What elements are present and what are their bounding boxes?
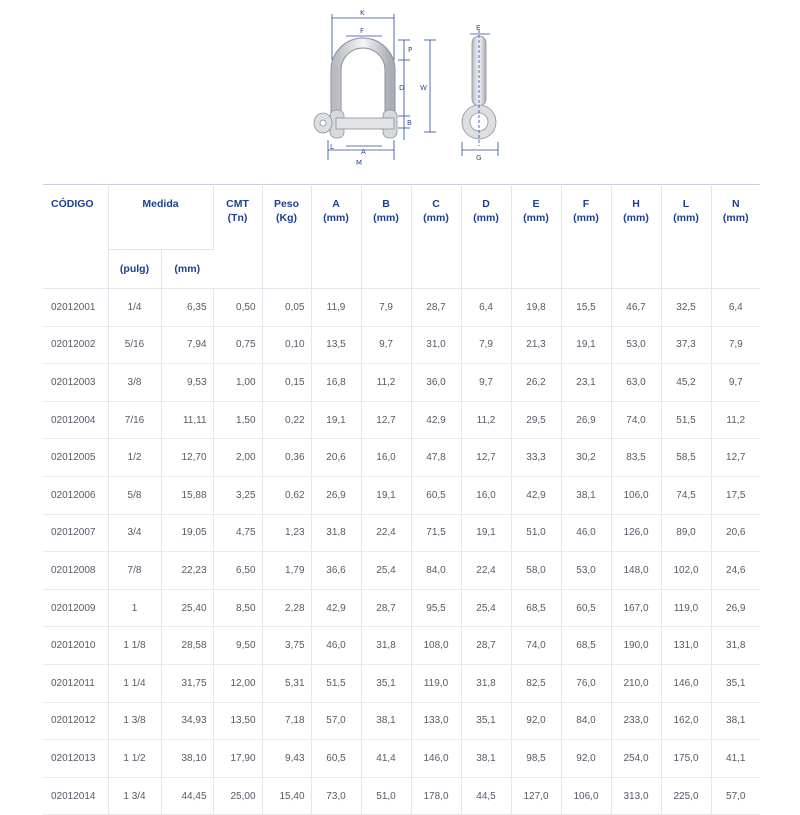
header-pulg: (pulg) bbox=[108, 250, 161, 289]
cell-F: 60,5 bbox=[561, 589, 611, 627]
cell-D: 25,4 bbox=[461, 589, 511, 627]
cell-C: 31,0 bbox=[411, 326, 461, 364]
table-row bbox=[43, 740, 760, 778]
cell-D: 11,2 bbox=[461, 401, 511, 439]
cell-D: 12,7 bbox=[461, 439, 511, 477]
cell-C: 60,5 bbox=[411, 476, 461, 514]
cell-B: 12,7 bbox=[361, 401, 411, 439]
cell-F: 53,0 bbox=[561, 552, 611, 590]
cell-B: 11,2 bbox=[361, 364, 411, 402]
label-E: E bbox=[476, 24, 481, 32]
cell-C: 146,0 bbox=[411, 740, 461, 778]
cell-peso: 15,40 bbox=[262, 777, 311, 815]
shackle-diagram bbox=[0, 0, 800, 180]
cell-B: 41,4 bbox=[361, 740, 411, 778]
cell-N: 11,2 bbox=[711, 401, 760, 439]
cell-F: 30,2 bbox=[561, 439, 611, 477]
cell-codigo: 02012005 bbox=[43, 439, 108, 477]
header-C: C (mm) bbox=[411, 185, 461, 289]
cell-H: 63,0 bbox=[611, 364, 661, 402]
front-labels bbox=[330, 9, 427, 167]
cell-A: 19,1 bbox=[311, 401, 361, 439]
cell-N: 38,1 bbox=[711, 702, 760, 740]
cell-B: 38,1 bbox=[361, 702, 411, 740]
cell-B: 22,4 bbox=[361, 514, 411, 552]
cell-A: 13,5 bbox=[311, 326, 361, 364]
cell-pulg: 1 1/2 bbox=[108, 740, 161, 778]
cell-L: 102,0 bbox=[661, 552, 711, 590]
cell-cmt: 12,00 bbox=[213, 664, 262, 702]
cell-peso: 9,43 bbox=[262, 740, 311, 778]
cell-E: 127,0 bbox=[511, 777, 561, 815]
label-B: B bbox=[407, 119, 412, 127]
cell-cmt: 13,50 bbox=[213, 702, 262, 740]
cell-C: 95,5 bbox=[411, 589, 461, 627]
cell-E: 33,3 bbox=[511, 439, 561, 477]
front-view bbox=[314, 14, 436, 160]
header-B: B (mm) bbox=[361, 185, 411, 289]
cell-L: 175,0 bbox=[661, 740, 711, 778]
cell-L: 146,0 bbox=[661, 664, 711, 702]
cell-H: 254,0 bbox=[611, 740, 661, 778]
cell-E: 29,5 bbox=[511, 401, 561, 439]
cell-B: 7,9 bbox=[361, 289, 411, 327]
header-mm: (mm) bbox=[161, 250, 213, 289]
cell-N: 57,0 bbox=[711, 777, 760, 815]
cell-pulg: 1 3/8 bbox=[108, 702, 161, 740]
cell-A: 31,8 bbox=[311, 514, 361, 552]
cell-codigo: 02012013 bbox=[43, 740, 108, 778]
table-row bbox=[43, 664, 760, 702]
table-row bbox=[43, 627, 760, 665]
cell-A: 16,8 bbox=[311, 364, 361, 402]
cell-codigo: 02012014 bbox=[43, 777, 108, 815]
cell-E: 51,0 bbox=[511, 514, 561, 552]
cell-cmt: 6,50 bbox=[213, 552, 262, 590]
cell-E: 21,3 bbox=[511, 326, 561, 364]
cell-L: 162,0 bbox=[661, 702, 711, 740]
table-row bbox=[43, 552, 760, 590]
cell-N: 24,6 bbox=[711, 552, 760, 590]
cell-N: 26,9 bbox=[711, 589, 760, 627]
cell-F: 84,0 bbox=[561, 702, 611, 740]
cell-peso: 7,18 bbox=[262, 702, 311, 740]
cell-pulg: 3/4 bbox=[108, 514, 161, 552]
cell-D: 16,0 bbox=[461, 476, 511, 514]
cell-codigo: 02012007 bbox=[43, 514, 108, 552]
cell-C: 119,0 bbox=[411, 664, 461, 702]
table-row bbox=[43, 514, 760, 552]
cell-mm: 28,58 bbox=[161, 627, 213, 665]
cell-A: 20,6 bbox=[311, 439, 361, 477]
cell-B: 9,7 bbox=[361, 326, 411, 364]
cell-E: 58,0 bbox=[511, 552, 561, 590]
cell-C: 84,0 bbox=[411, 552, 461, 590]
cell-peso: 1,79 bbox=[262, 552, 311, 590]
shackle-drawing bbox=[0, 0, 800, 180]
cell-H: 167,0 bbox=[611, 589, 661, 627]
cell-peso: 2,28 bbox=[262, 589, 311, 627]
cell-pulg: 1/2 bbox=[108, 439, 161, 477]
cell-mm: 25,40 bbox=[161, 589, 213, 627]
cell-N: 12,7 bbox=[711, 439, 760, 477]
cell-mm: 12,70 bbox=[161, 439, 213, 477]
label-M: M bbox=[356, 159, 363, 167]
cell-F: 38,1 bbox=[561, 476, 611, 514]
cell-codigo: 02012008 bbox=[43, 552, 108, 590]
cell-codigo: 02012001 bbox=[43, 289, 108, 327]
cell-N: 17,5 bbox=[711, 476, 760, 514]
cell-D: 6,4 bbox=[461, 289, 511, 327]
cell-F: 23,1 bbox=[561, 364, 611, 402]
cell-cmt: 9,50 bbox=[213, 627, 262, 665]
cell-N: 9,7 bbox=[711, 364, 760, 402]
header-L: L (mm) bbox=[661, 185, 711, 289]
cell-L: 51,5 bbox=[661, 401, 711, 439]
cell-B: 16,0 bbox=[361, 439, 411, 477]
cell-cmt: 0,75 bbox=[213, 326, 262, 364]
cell-C: 42,9 bbox=[411, 401, 461, 439]
cell-C: 47,8 bbox=[411, 439, 461, 477]
cell-F: 106,0 bbox=[561, 777, 611, 815]
cell-L: 58,5 bbox=[661, 439, 711, 477]
label-K: K bbox=[360, 9, 365, 17]
cell-D: 19,1 bbox=[461, 514, 511, 552]
cell-F: 19,1 bbox=[561, 326, 611, 364]
header-peso: Peso (Kg) bbox=[262, 185, 311, 289]
cell-D: 28,7 bbox=[461, 627, 511, 665]
cell-L: 74,5 bbox=[661, 476, 711, 514]
cell-cmt: 2,00 bbox=[213, 439, 262, 477]
table-row bbox=[43, 439, 760, 477]
cell-H: 74,0 bbox=[611, 401, 661, 439]
cell-H: 210,0 bbox=[611, 664, 661, 702]
cell-C: 133,0 bbox=[411, 702, 461, 740]
cell-mm: 34,93 bbox=[161, 702, 213, 740]
cell-peso: 0,22 bbox=[262, 401, 311, 439]
label-P: P bbox=[408, 46, 413, 54]
cell-H: 190,0 bbox=[611, 627, 661, 665]
cell-peso: 0,05 bbox=[262, 289, 311, 327]
cell-F: 68,5 bbox=[561, 627, 611, 665]
cell-E: 42,9 bbox=[511, 476, 561, 514]
cell-cmt: 4,75 bbox=[213, 514, 262, 552]
cell-pulg: 1 1/4 bbox=[108, 664, 161, 702]
table-row bbox=[43, 326, 760, 364]
cell-E: 68,5 bbox=[511, 589, 561, 627]
cell-D: 7,9 bbox=[461, 326, 511, 364]
label-G: G bbox=[476, 154, 482, 162]
cell-mm: 44,45 bbox=[161, 777, 213, 815]
cell-A: 26,9 bbox=[311, 476, 361, 514]
cell-codigo: 02012003 bbox=[43, 364, 108, 402]
header-cmt: CMT (Tn) bbox=[213, 185, 262, 289]
cell-N: 31,8 bbox=[711, 627, 760, 665]
header-row bbox=[43, 185, 760, 250]
table-body bbox=[43, 289, 760, 815]
cell-L: 32,5 bbox=[661, 289, 711, 327]
cell-A: 46,0 bbox=[311, 627, 361, 665]
cell-peso: 0,62 bbox=[262, 476, 311, 514]
cell-B: 35,1 bbox=[361, 664, 411, 702]
cell-H: 53,0 bbox=[611, 326, 661, 364]
cell-pulg: 5/8 bbox=[108, 476, 161, 514]
table-row bbox=[43, 702, 760, 740]
cell-C: 178,0 bbox=[411, 777, 461, 815]
cell-codigo: 02012010 bbox=[43, 627, 108, 665]
label-A: A bbox=[361, 148, 366, 156]
cell-H: 313,0 bbox=[611, 777, 661, 815]
table-row bbox=[43, 777, 760, 815]
cell-A: 11,9 bbox=[311, 289, 361, 327]
cell-E: 82,5 bbox=[511, 664, 561, 702]
table-row bbox=[43, 289, 760, 327]
cell-L: 89,0 bbox=[661, 514, 711, 552]
label-L: L bbox=[330, 143, 334, 151]
cell-mm: 19,05 bbox=[161, 514, 213, 552]
cell-B: 19,1 bbox=[361, 476, 411, 514]
cell-codigo: 02012011 bbox=[43, 664, 108, 702]
cell-mm: 9,53 bbox=[161, 364, 213, 402]
cell-D: 35,1 bbox=[461, 702, 511, 740]
cell-mm: 38,10 bbox=[161, 740, 213, 778]
cell-A: 73,0 bbox=[311, 777, 361, 815]
cell-cmt: 17,90 bbox=[213, 740, 262, 778]
cell-A: 42,9 bbox=[311, 589, 361, 627]
side-view bbox=[462, 30, 498, 156]
header-H: H (mm) bbox=[611, 185, 661, 289]
table-row bbox=[43, 401, 760, 439]
cell-L: 45,2 bbox=[661, 364, 711, 402]
cell-C: 36,0 bbox=[411, 364, 461, 402]
header-D: D (mm) bbox=[461, 185, 511, 289]
cell-N: 7,9 bbox=[711, 326, 760, 364]
cell-N: 41,1 bbox=[711, 740, 760, 778]
cell-peso: 1,23 bbox=[262, 514, 311, 552]
table-row bbox=[43, 364, 760, 402]
cell-C: 28,7 bbox=[411, 289, 461, 327]
header-E: E (mm) bbox=[511, 185, 561, 289]
cell-cmt: 3,25 bbox=[213, 476, 262, 514]
cell-D: 44,5 bbox=[461, 777, 511, 815]
shackle-spec-table bbox=[43, 184, 760, 815]
header-codigo: CÓDIGO bbox=[43, 185, 108, 289]
cell-F: 26,9 bbox=[561, 401, 611, 439]
cell-B: 51,0 bbox=[361, 777, 411, 815]
table-row bbox=[43, 589, 760, 627]
cell-codigo: 02012012 bbox=[43, 702, 108, 740]
cell-L: 225,0 bbox=[661, 777, 711, 815]
cell-pulg: 1/4 bbox=[108, 289, 161, 327]
cell-cmt: 0,50 bbox=[213, 289, 262, 327]
cell-C: 71,5 bbox=[411, 514, 461, 552]
cell-pulg: 7/16 bbox=[108, 401, 161, 439]
cell-H: 233,0 bbox=[611, 702, 661, 740]
label-W: W bbox=[420, 84, 427, 92]
cell-codigo: 02012009 bbox=[43, 589, 108, 627]
cell-pulg: 1 3/4 bbox=[108, 777, 161, 815]
cell-B: 28,7 bbox=[361, 589, 411, 627]
cell-cmt: 8,50 bbox=[213, 589, 262, 627]
cell-H: 126,0 bbox=[611, 514, 661, 552]
cell-pulg: 3/8 bbox=[108, 364, 161, 402]
cell-D: 9,7 bbox=[461, 364, 511, 402]
cell-pulg: 1 1/8 bbox=[108, 627, 161, 665]
cell-N: 6,4 bbox=[711, 289, 760, 327]
cell-F: 92,0 bbox=[561, 740, 611, 778]
cell-L: 37,3 bbox=[661, 326, 711, 364]
cell-peso: 5,31 bbox=[262, 664, 311, 702]
cell-peso: 0,36 bbox=[262, 439, 311, 477]
cell-pulg: 1 bbox=[108, 589, 161, 627]
cell-peso: 0,15 bbox=[262, 364, 311, 402]
cell-pulg: 5/16 bbox=[108, 326, 161, 364]
cell-H: 46,7 bbox=[611, 289, 661, 327]
cell-mm: 6,35 bbox=[161, 289, 213, 327]
cell-H: 83,5 bbox=[611, 439, 661, 477]
cell-peso: 3,75 bbox=[262, 627, 311, 665]
table-row bbox=[43, 476, 760, 514]
cell-E: 19,8 bbox=[511, 289, 561, 327]
cell-D: 22,4 bbox=[461, 552, 511, 590]
cell-cmt: 1,50 bbox=[213, 401, 262, 439]
cell-E: 98,5 bbox=[511, 740, 561, 778]
cell-codigo: 02012002 bbox=[43, 326, 108, 364]
cell-A: 51,5 bbox=[311, 664, 361, 702]
cell-mm: 31,75 bbox=[161, 664, 213, 702]
cell-L: 131,0 bbox=[661, 627, 711, 665]
cell-L: 119,0 bbox=[661, 589, 711, 627]
cell-A: 60,5 bbox=[311, 740, 361, 778]
header-A: A (mm) bbox=[311, 185, 361, 289]
cell-cmt: 1,00 bbox=[213, 364, 262, 402]
cell-peso: 0,10 bbox=[262, 326, 311, 364]
cell-C: 108,0 bbox=[411, 627, 461, 665]
label-F: F bbox=[360, 27, 365, 35]
cell-F: 15,5 bbox=[561, 289, 611, 327]
cell-pulg: 7/8 bbox=[108, 552, 161, 590]
cell-B: 31,8 bbox=[361, 627, 411, 665]
cell-H: 106,0 bbox=[611, 476, 661, 514]
cell-N: 20,6 bbox=[711, 514, 760, 552]
cell-E: 92,0 bbox=[511, 702, 561, 740]
cell-N: 35,1 bbox=[711, 664, 760, 702]
cell-A: 57,0 bbox=[311, 702, 361, 740]
label-D: D bbox=[399, 84, 405, 92]
cell-B: 25,4 bbox=[361, 552, 411, 590]
cell-codigo: 02012006 bbox=[43, 476, 108, 514]
cell-codigo: 02012004 bbox=[43, 401, 108, 439]
cell-E: 26,2 bbox=[511, 364, 561, 402]
cell-H: 148,0 bbox=[611, 552, 661, 590]
cell-cmt: 25,00 bbox=[213, 777, 262, 815]
cell-D: 31,8 bbox=[461, 664, 511, 702]
cell-mm: 7,94 bbox=[161, 326, 213, 364]
cell-mm: 22,23 bbox=[161, 552, 213, 590]
cell-F: 46,0 bbox=[561, 514, 611, 552]
header-F: F (mm) bbox=[561, 185, 611, 289]
header-medida: Medida bbox=[108, 185, 213, 250]
cell-E: 74,0 bbox=[511, 627, 561, 665]
cell-F: 76,0 bbox=[561, 664, 611, 702]
cell-mm: 15,88 bbox=[161, 476, 213, 514]
header-N: N (mm) bbox=[711, 185, 760, 289]
cell-A: 36,6 bbox=[311, 552, 361, 590]
cell-D: 38,1 bbox=[461, 740, 511, 778]
cell-mm: 11,11 bbox=[161, 401, 213, 439]
